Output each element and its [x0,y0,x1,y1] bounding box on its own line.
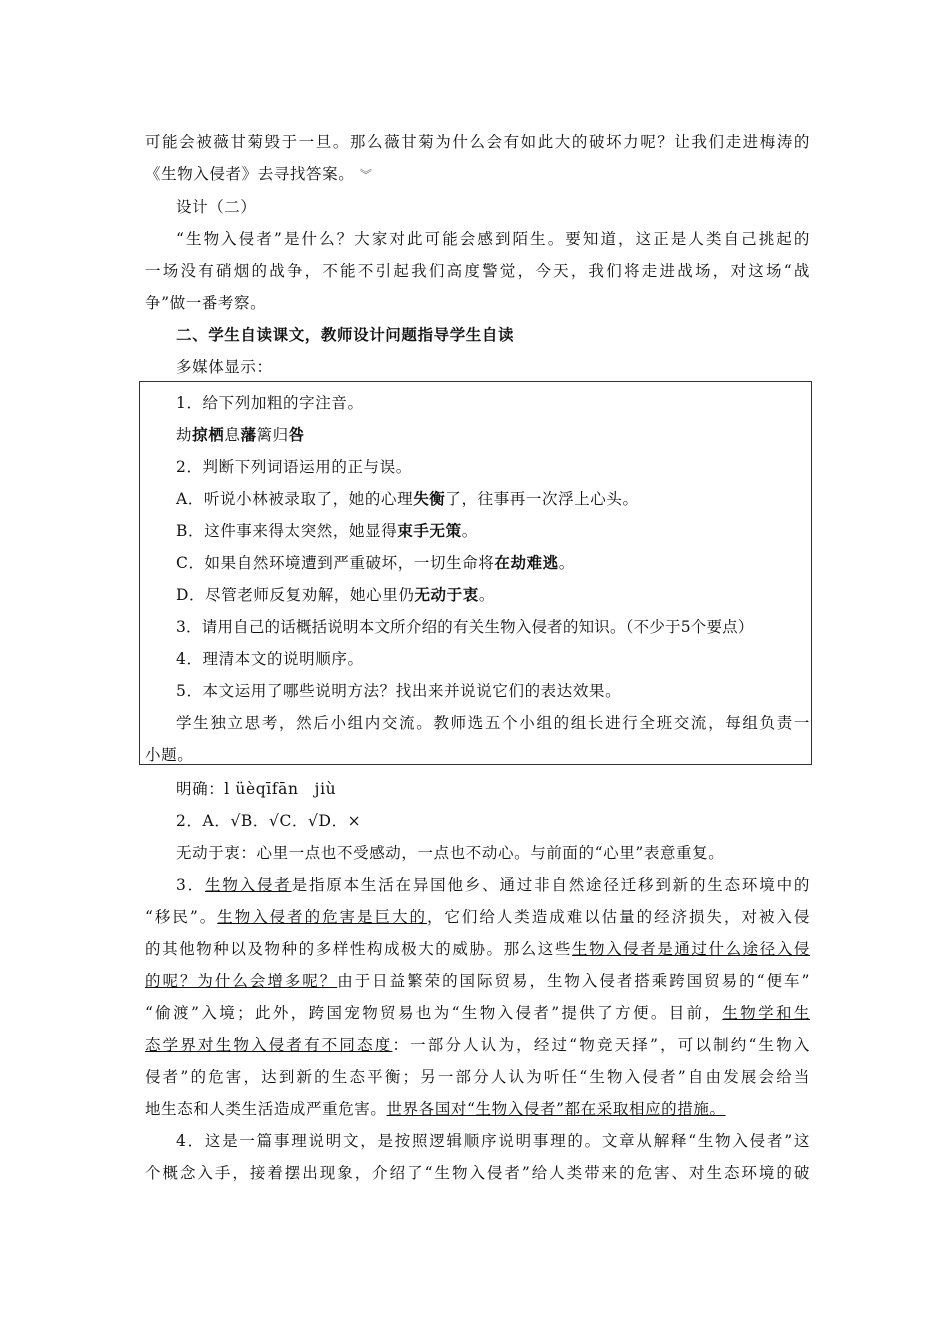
question-2: 2．判断下列词语运用的正与误。 [176,458,412,476]
answer-3-line-2-b: ，它们给人类造成难以估量的经济损失，对被入侵 [426,908,811,926]
question-4: 4．理清本文的说明顺序。 [176,650,364,668]
answer-3-underline-2: 生物入侵者的危害是巨大的 [217,908,427,926]
multimedia-label: 多媒体显示： [176,358,273,376]
option-b [176,521,841,541]
answer-4-line-2: 个概念入手，接着摆出现象，介绍了“生物入侵者”给人类带来的危害、对生态环境的破 [145,1164,810,1182]
answer-3-line-6 [145,1035,810,1055]
option-c-pre: C．如果自然环境遭到严重破坏，一切生命将 [176,554,495,572]
option-d-post: 。 [478,586,495,604]
answer-4-line-1: 4．这是一篇事理说明文，是按照逻辑顺序说明事理的。文章从解释“生物入侵者”这 [176,1132,810,1150]
option-c-bold: 在劫难逃 [494,553,559,572]
design-2-para-line-1: “生物入侵者”是什么？大家对此可能会感到陌生。要知道，这正是人类自己挑起的 [176,230,810,248]
intro-line-2-text: 《生物入侵者》去寻找答案。 [145,165,355,183]
question-3: 3．请用自己的话概括说明本文所介绍的有关生物入侵者的知识。（不少于5个要点） [176,618,754,636]
answer-3-line-2 [145,907,810,927]
option-c-post: 。 [558,554,575,572]
answer-3-underline-4: 的呢？为什么会增多呢？ [145,972,338,990]
answer-3-line-5-a: “偷渡”入境；此外，跨国宠物贸易也为“生物入侵者”提供了方便。目前， [145,1004,723,1022]
option-c [176,553,841,573]
answer-3-line-3-a: 的其他物种以及物种的多样性构成极大的威胁。那么这些 [145,940,572,958]
word-6: 归 [272,426,289,444]
option-b-post: 。 [461,522,478,540]
intro-line-1: 可能会被薇甘菊毁于一旦。那么薇甘菊为什么会有如此大的破坏力呢？让我们走进梅涛的 [145,133,810,151]
option-a-pre: A．听说小林被录取了，她的心理 [176,490,414,508]
word-5: 篱 [256,426,273,444]
section-2-title: 二、学生自读课文，教师设计问题指导学生自读 [176,325,515,344]
answer-3-underline-3: 生物入侵者是通过什么途径入侵 [571,940,810,958]
option-d-bold: 无动于衷 [414,585,479,604]
question-5: 5．本文运用了哪些说明方法？找出来并说说它们的表达效果。 [176,682,622,700]
answer-3-line-5 [145,1003,810,1023]
word-2: 栖 [208,425,225,444]
answer-3-underline-1: 生物入侵者 [205,876,292,894]
box-note-line-2: 小题。 [145,746,194,764]
answer-3-line-3 [145,939,810,959]
option-a [176,489,841,509]
option-d [176,585,841,605]
word-0: 劫 [176,426,193,444]
option-a-bold: 失衡 [413,489,446,508]
option-b-bold: 束手无策 [397,521,462,540]
answer-2-note: 无动于衷：心里一点也不受感动，一点也不动心。与前面的“心里”表意重复。 [176,844,725,862]
answer-3-number: 3． [176,876,206,894]
answer-3-line-8-a: 地生态和人类生活造成严重危害。 [145,1100,387,1118]
answer-3-line-7: 侵者”的危害，达到新的生态平衡；另一部分人认为听任“生物入侵者”自由发展会给当 [145,1068,810,1086]
question-1: 1．给下列加粗的字注音。 [176,394,364,412]
answer-1: 明确：l üèqīfān jiù [176,780,337,798]
design-2-heading: 设计（二） [176,198,257,216]
answer-2: 2．A．√B．√C．√D．× [176,812,362,830]
answer-3-line-2-a: “移民”。 [145,908,218,926]
answer-3-line-4 [145,971,810,991]
design-2-para-line-3: 争”做一番考察。 [145,294,267,312]
design-2-para-line-2: 一场没有硝烟的战争，不能不引起我们高度警觉，今天，我们将走进战场，对这场“战 [145,262,810,280]
answer-3-underline-6: 态学界对生物入侵者有不同态度 [145,1036,393,1054]
word-7: 咎 [288,425,305,444]
answer-3-underline-7: 世界各国对“生物入侵者”都在采取相应的措施。 [386,1100,726,1118]
intro-line-2 [145,164,810,185]
answer-3-line-1 [176,875,810,895]
option-a-post: 了，往事再一次浮上心头。 [445,490,639,508]
answer-3-line-8 [145,1099,810,1119]
chevron-down-icon: ︾ [359,168,373,182]
question-1-words [176,425,841,445]
answer-3-line-6-b: ：一部分人认为，经过“物竞天择”，可以制约“生物入 [392,1036,810,1054]
word-1: 掠 [192,425,209,444]
word-3: 息 [224,426,241,444]
answer-3-line-4-b: 由于日益繁荣的国际贸易，生物入侵者搭乘跨国贸易的“便车” [337,972,810,990]
option-d-pre: D．尽管老师反复劝解，她心里仍 [176,586,415,604]
box-note-line-1: 学生独立思考，然后小组内交流。教师选五个小组的组长进行全班交流，每组负责一 [176,714,810,732]
answer-3-line-1-rest: 是指原本生活在异国他乡、通过非自然途径迁移到新的生态环境中的 [291,876,810,894]
answer-3-underline-5: 生物学和生 [722,1004,810,1022]
option-b-pre: B．这件事来得太突然，她显得 [176,522,398,540]
word-4: 藩 [240,425,257,444]
